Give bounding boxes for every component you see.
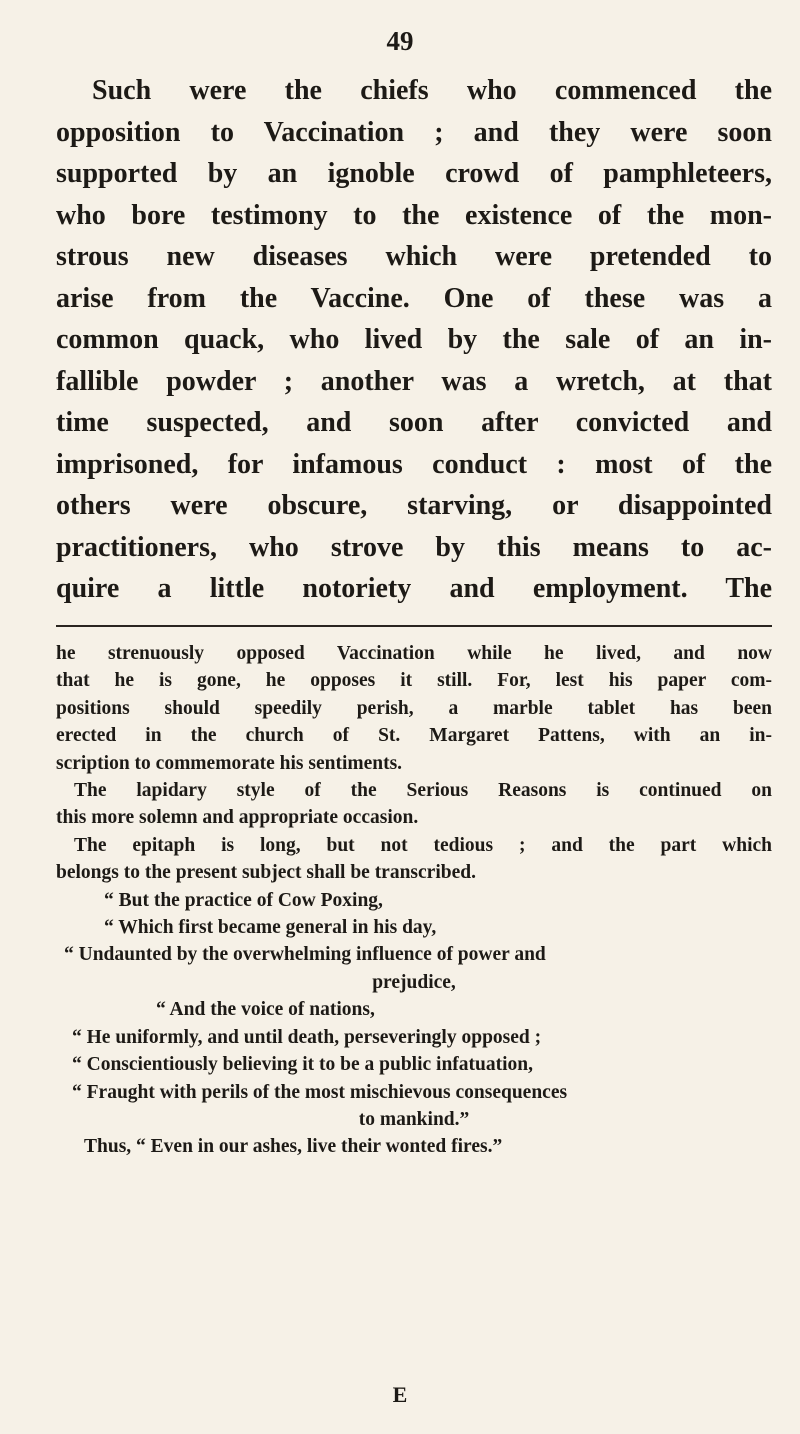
main-text-line: others were obscure, starving, or disappointed [56, 490, 772, 521]
footnote-line: this more solemn and appropriate occasion. [56, 807, 419, 829]
main-text-line: strous new diseases which were pretended to [56, 241, 772, 272]
epitaph-line: “ Undaunted by the overwhelming influence of power and [64, 944, 546, 966]
footnote-line: erected in the church of St. Margaret Pattens, with an in- [56, 725, 772, 747]
footnote-line: that he is gone, he opposes it still. For, lest his paper com- [56, 670, 772, 692]
footnote-line: he strenuously opposed Vaccination while he lived, and now [56, 643, 772, 664]
footnote-line: The lapidary style of the Serious Reasons is continued on [74, 780, 772, 802]
footnote-line: scription to commemorate his sentiments. [56, 752, 403, 774]
main-text-line: arise from the Vaccine. One of these was a [56, 282, 772, 314]
epitaph-line: to mankind.” [358, 1108, 470, 1130]
main-text-line: common quack, who lived by the sale of an in- [56, 324, 772, 355]
footnote-line: belongs to the present subject shall be transcribed. [56, 862, 476, 884]
epitaph-line: “ Fraught with perils of the most mischievous consequences [72, 1081, 568, 1103]
epitaph-line: “ Conscientiously believing it to be a public infatuation, [72, 1054, 534, 1076]
main-text-line: time suspected, and soon after convicted and [56, 407, 772, 438]
page-number: 49 [386, 26, 414, 56]
epitaph-line: “ Which first became general in his day, [104, 917, 437, 939]
epitaph-line: “ And the voice of nations, [156, 999, 375, 1021]
main-text [56, 70, 772, 610]
main-text-line: fallible powder ; another was a wretch, at that [56, 365, 772, 397]
signature-mark: E [392, 1382, 408, 1407]
epitaph-line: “ But the practice of Cow Poxing, [104, 889, 383, 911]
footnote [56, 640, 772, 1161]
main-text-line: supported by an ignoble crowd of pamphleteers, [56, 158, 772, 189]
main-text-line: opposition to Vaccination ; and they were soon [56, 116, 772, 148]
main-text-line: practitioners, who strove by this means to ac- [56, 531, 772, 563]
main-text-line: Such were the chiefs who commenced the [92, 75, 772, 106]
main-text-line: imprisoned, for infamous conduct : most of the [56, 448, 772, 480]
main-text-line: quire a little notoriety and employment. The [56, 573, 772, 604]
footnote-divider [56, 625, 772, 627]
closing-quote: Thus, “ Even in our ashes, live their wonted fires.” [84, 1136, 503, 1158]
epitaph-line: prejudice, [372, 971, 456, 993]
footnote-line: positions should speedily perish, a marble tablet has been [56, 697, 772, 719]
epitaph-line: “ He uniformly, and until death, perseveringly opposed ; [72, 1026, 542, 1048]
main-text-line: who bore testimony to the existence of the mon- [56, 199, 772, 231]
footnote-line: The epitaph is long, but not tedious ; and the part which [74, 834, 772, 856]
